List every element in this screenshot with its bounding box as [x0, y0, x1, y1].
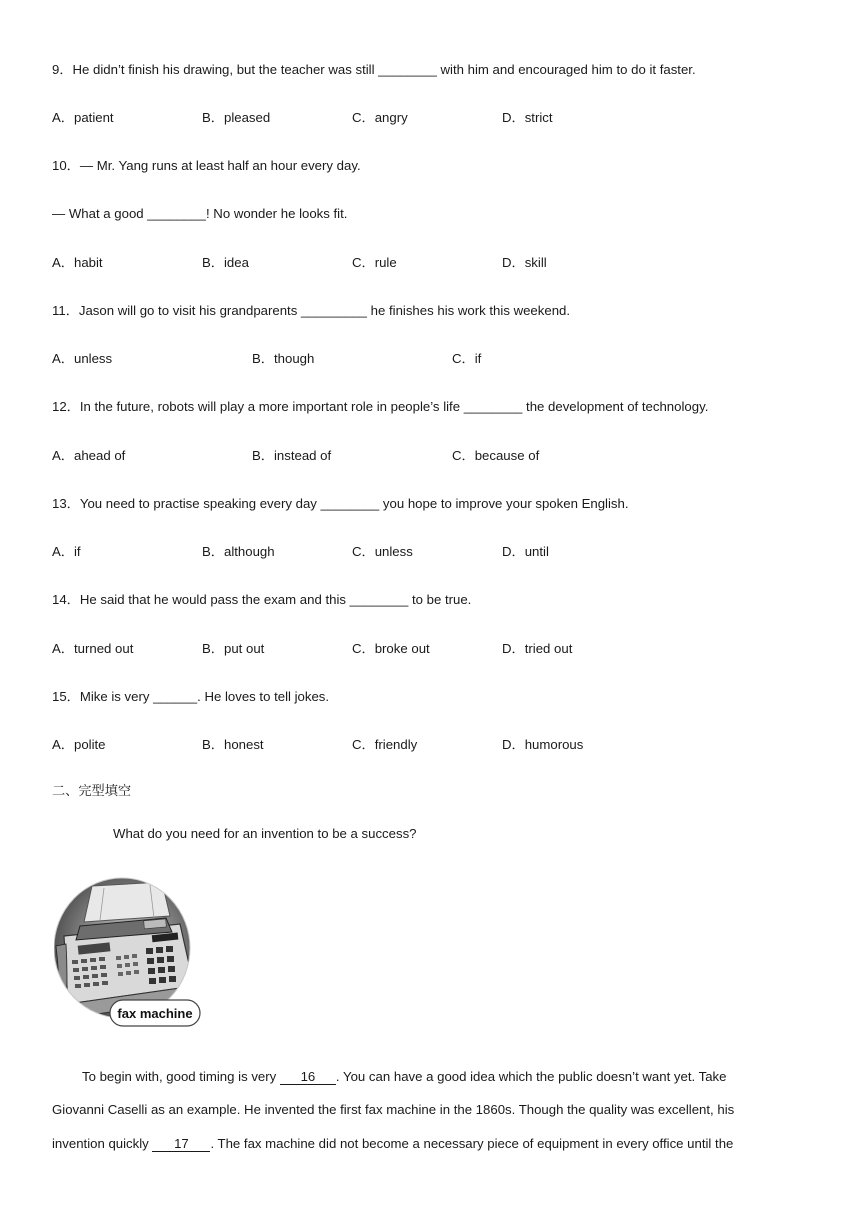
- option-a: A．habit: [52, 255, 103, 270]
- blank-17: 17: [152, 1136, 210, 1152]
- question-15-stem: 15．Mike is very ______. He loves to tell jokes.: [52, 689, 330, 704]
- option-b: B．though: [252, 351, 315, 366]
- option-d: D．humorous: [502, 737, 584, 752]
- question-10-reply: — What a good ________! No wonder he looks fit.: [52, 206, 348, 221]
- question-9-stem: 9．He didn’t finish his drawing, but the teacher was still ________ with him and encouraged him to do it faster.: [52, 62, 696, 77]
- passage-text: invention quickly: [52, 1136, 153, 1151]
- option-a: A．unless: [52, 351, 113, 366]
- question-14-stem: 14．He said that he would pass the exam and this ________ to be true.: [52, 592, 472, 607]
- fax-machine-image: [54, 876, 204, 1034]
- passage-line-2: Giovanni Caselli as an example. He invented the first fax machine in the 1860s. Though the quality was excellent, his: [52, 1102, 735, 1117]
- passage-text: . You can have a good idea which the public doesn’t want yet. Take: [335, 1069, 727, 1084]
- option-c: C．broke out: [352, 641, 430, 656]
- option-b: B．put out: [202, 641, 265, 656]
- passage-text: To begin with, good timing is very: [82, 1069, 280, 1084]
- option-c: C．if: [452, 351, 482, 366]
- image-caption: fax machine: [117, 1006, 193, 1021]
- option-c: C．friendly: [352, 737, 418, 752]
- question-13-stem: 13．You need to practise speaking every day ________ you hope to improve your spoken English.: [52, 496, 629, 511]
- option-d: D．tried out: [502, 641, 573, 656]
- option-b: B．although: [202, 544, 275, 559]
- passage-title: What do you need for an invention to be a success?: [113, 826, 417, 841]
- option-c: C．because of: [452, 448, 540, 463]
- option-b: B．idea: [202, 255, 249, 270]
- option-a: A．if: [52, 544, 81, 559]
- option-a: A．patient: [52, 110, 114, 125]
- question-12-stem: 12．In the future, robots will play a more important role in people’s life ________ the development of technology.: [52, 399, 709, 414]
- option-d: D．until: [502, 544, 549, 559]
- passage-line-1: [82, 1068, 812, 1086]
- question-10-stem: 10．— Mr. Yang runs at least half an hour every day.: [52, 158, 361, 173]
- option-b: B．honest: [202, 737, 264, 752]
- section-heading: 二、完型填空: [52, 784, 132, 799]
- option-a: A．ahead of: [52, 448, 126, 463]
- option-c: C．unless: [352, 544, 413, 559]
- option-c: C．rule: [352, 255, 397, 270]
- passage-line-3: [52, 1135, 782, 1153]
- option-d: D．skill: [502, 255, 547, 270]
- fax-machine-illustration: [54, 876, 204, 1034]
- option-c: C．angry: [352, 110, 408, 125]
- blank-16: 16: [280, 1069, 336, 1085]
- option-b: B．instead of: [252, 448, 332, 463]
- option-a: A．turned out: [52, 641, 134, 656]
- passage-text: . The fax machine did not become a necessary piece of equipment in every office until the: [210, 1136, 734, 1151]
- option-a: A．polite: [52, 737, 106, 752]
- question-11-stem: 11．Jason will go to visit his grandparents _________ he finishes his work this weekend.: [52, 303, 571, 318]
- option-b: B．pleased: [202, 110, 271, 125]
- option-d: D．strict: [502, 110, 553, 125]
